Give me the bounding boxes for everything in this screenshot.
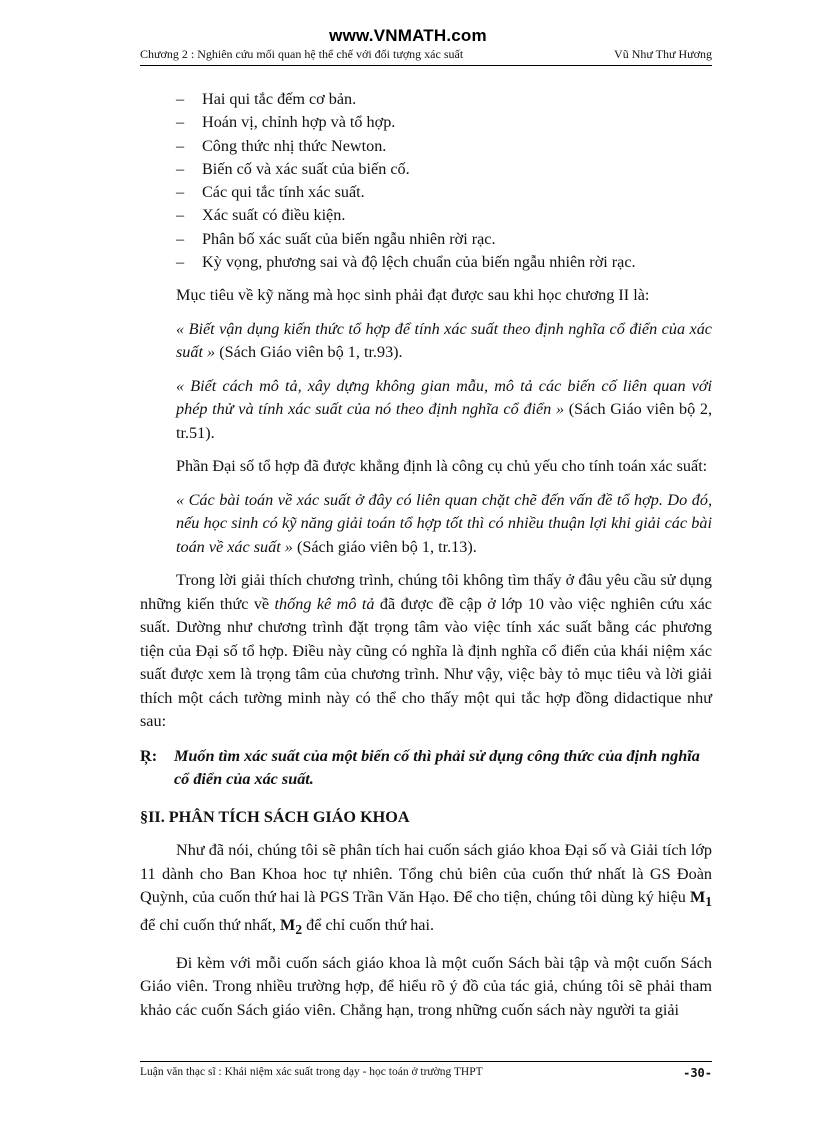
didactic-rule — [140, 745, 712, 792]
dash-marker: – — [176, 253, 185, 272]
quote-3: « Các bài toán về xác suất ở đây có liên quan chặt chẽ đến vấn đề tổ hợp. Do đó, nếu học sinh có kỹ năng giải toán tổ hợp tốt thì có nhiều thuận lợi khi giải các bài toán về xác suất » (Sách giáo viên bộ 1, tr.13). — [176, 490, 712, 556]
page-header — [140, 46, 712, 66]
list-item: – Hoán vị, chỉnh hợp và tổ hợp. — [140, 111, 712, 134]
algebra-paragraph: Phần Đại số tổ hợp đã được khẳng định là công cụ chủ yếu cho tính toán xác suất: — [176, 457, 708, 476]
header-chapter: Chương 2 : Nghiên cứu mối quan hệ thể chế với đối tượng xác suất — [140, 47, 464, 61]
list-item: – Các qui tắc tính xác suất. — [140, 181, 712, 204]
dash-marker: – — [176, 90, 185, 108]
dash-marker: – — [176, 229, 185, 248]
quote-1: « Biết vận dụng kiến thức tổ hợp để tính xác suất theo định nghĩa cổ điển của xác suất » (Sách Giáo viên bộ 1, tr.93). — [176, 319, 712, 362]
dash-marker: – — [176, 136, 185, 155]
footer-thesis: Luận văn thạc sĩ : Khái niệm xác suất trong dạy - học toán ở trường THPT — [140, 1066, 483, 1078]
section-title: §II. PHÂN TÍCH SÁCH GIÁO KHOA — [140, 807, 410, 826]
page-footer — [140, 1061, 712, 1080]
page-number: -30- — [683, 1066, 712, 1080]
dash-marker: – — [176, 183, 185, 202]
last-paragraph: Đi kèm với mỗi cuốn sách giáo khoa là một cuốn Sách bài tập và một cuốn Sách Giáo viên. Trong nhiều trường hợp, để hiểu rõ ý đồ của tác giả, chúng tôi sẽ phải tham khảo các cuốn Sách giáo viên. Chẳng hạn, trong những cuốn sách này người ta giải — [140, 953, 712, 1019]
program-paragraph: Trong lời giải thích chương trình, chúng tôi không tìm thấy ở đâu yêu cầu sử dụng những kiến thức về thống kê mô tả đã được đề cập ở lớp 10 vào việc nghiên cứu xác suất. Dường như chương trình đặt trọng tâm vào việc tính xác suất bằng các phương tiện của Đại số tổ hợp. Điều này cũng có nghĩa là định nghĩa cổ điển của khái niệm xác suất được xem là trọng tâm của chương trình. Như vậy, việc bày tỏ mục tiêu và lời giải thích một cách tường minh này có thể cho thấy một qui tắc hợp đồng didactique như sau: — [140, 571, 712, 731]
goal-paragraph: Mục tiêu về kỹ năng mà học sinh phải đạt được sau khi học chương II là: — [176, 286, 650, 305]
topic-list — [140, 88, 712, 274]
list-item: – Phân bố xác suất của biến ngẫu nhiên rời rạc. — [140, 228, 712, 251]
list-item: – Công thức nhị thức Newton. — [140, 135, 712, 158]
page-body — [140, 88, 712, 1022]
list-item: – Xác suất có điều kiện. — [140, 204, 712, 227]
books-paragraph: Như đã nói, chúng tôi sẽ phân tích hai cuốn sách giáo khoa Đại số và Giải tích lớp 11 dành cho Ban Khoa hoc tự nhiên. Tổng chủ biên của cuốn thứ nhất là GS Đoàn Quỳnh, của cuốn thứ hai là PGS Trần Văn Hạo. Để cho tiện, chúng tôi dùng ký hiệu $M_1$ để chỉ cuốn thứ nhất, $M_2$ để chỉ cuốn thứ hai. — [140, 841, 712, 938]
dash-marker: – — [176, 206, 185, 225]
list-item: – Hai qui tắc đếm cơ bản. — [140, 88, 712, 111]
list-item: – Biến cố và xác suất của biến cố. — [140, 158, 712, 181]
list-item: – Kỳ vọng, phương sai và độ lệch chuẩn của biến ngẫu nhiên rời rạc. — [140, 251, 712, 274]
dash-marker: – — [176, 113, 185, 132]
dash-marker: – — [176, 159, 185, 178]
site-watermark: www.VNMATH.com — [329, 26, 487, 45]
quote-2: « Biết cách mô tả, xây dựng không gian mẫu, mô tả các biến cố liên quan với phép thử và tính xác suất của nó theo định nghĩa cổ điển » (Sách Giáo viên bộ 2, tr.51). — [176, 376, 712, 442]
header-author: Vũ Như Thư Hương — [614, 47, 712, 61]
rule-text: Muốn tìm xác suất của một biến cố thì phải sử dụng công thức của định nghĩa cổ điển của xác suất. — [174, 746, 700, 789]
rule-key: Ŗ: — [140, 746, 158, 765]
